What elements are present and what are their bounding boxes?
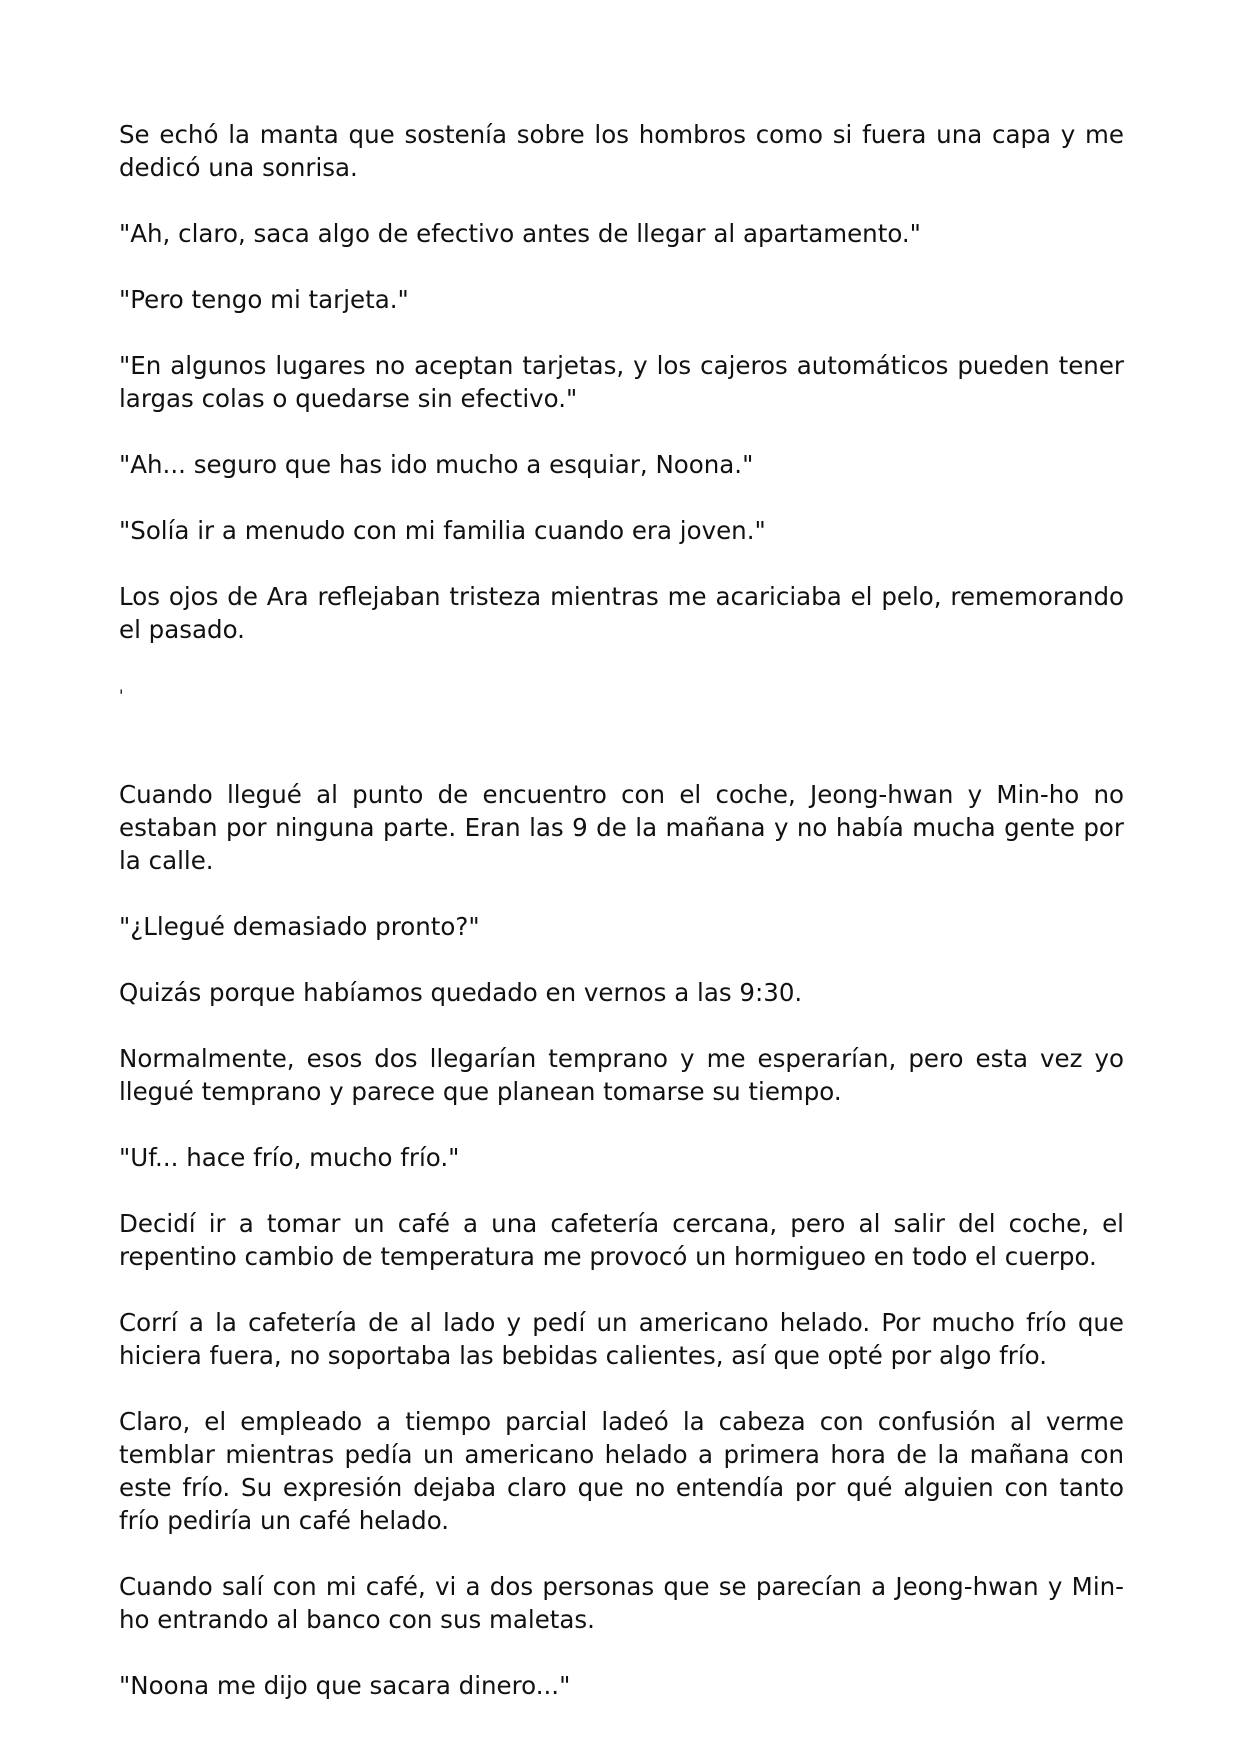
- paragraph: Los ojos de Ara reflejaban tristeza mientras me acariciaba el pelo, rememorando el pasado.: [119, 582, 1124, 644]
- paragraph: Quizás porque habíamos quedado en vernos a las 9:30.: [119, 978, 803, 1007]
- paragraph: "¿Llegué demasiado pronto?": [119, 912, 480, 941]
- paragraph: "Pero tengo mi tarjeta.": [119, 285, 409, 314]
- paragraph: Cuando llegué al punto de encuentro con el coche, Jeong-hwan y Min-ho no estaban por ninguna parte. Eran las 9 de la mañana y no había mucha gente por la calle.: [119, 780, 1124, 875]
- paragraph: Corrí a la cafetería de al lado y pedí un americano helado. Por mucho frío que hiciera fuera, no soportaba las bebidas calientes, así que opté por algo frío.: [119, 1308, 1124, 1370]
- paragraph: Normalmente, esos dos llegarían temprano y me esperarían, pero esta vez yo llegué temprano y parece que planean tomarse su tiempo.: [119, 1044, 1124, 1106]
- paragraph: "Ah, claro, saca algo de efectivo antes de llegar al apartamento.": [119, 219, 921, 248]
- paragraph: Decidí ir a tomar un café a una cafetería cercana, pero al salir del coche, el repentino cambio de temperatura me provocó un hormigueo en todo el cuerpo.: [119, 1209, 1124, 1271]
- paragraph: Se echó la manta que sostenía sobre los hombros como si fuera una capa y me dedicó una sonrisa.: [119, 120, 1124, 182]
- paragraph: "Ah... seguro que has ido mucho a esquiar, Noona.": [119, 450, 754, 479]
- paragraph: "Solía ir a menudo con mi familia cuando era joven.": [119, 516, 766, 545]
- paragraph: Cuando salí con mi café, vi a dos personas que se parecían a Jeong-hwan y Min-ho entrando al banco con sus maletas.: [119, 1572, 1124, 1634]
- scene-separator: ': [119, 686, 124, 705]
- paragraph: "Uf... hace frío, mucho frío.": [119, 1143, 460, 1172]
- paragraph: Claro, el empleado a tiempo parcial ladeó la cabeza con confusión al verme temblar mientras pedía un americano helado a primera hora de la mañana con este frío. Su expresión dejaba claro que no entendía por qué alguien con tanto frío pediría un café helado.: [119, 1407, 1124, 1535]
- document-page: [119, 118, 1124, 1735]
- paragraph: "Noona me dijo que sacara dinero...": [119, 1671, 571, 1700]
- paragraph: "En algunos lugares no aceptan tarjetas, y los cajeros automáticos pueden tener largas colas o quedarse sin efectivo.": [119, 351, 1124, 413]
